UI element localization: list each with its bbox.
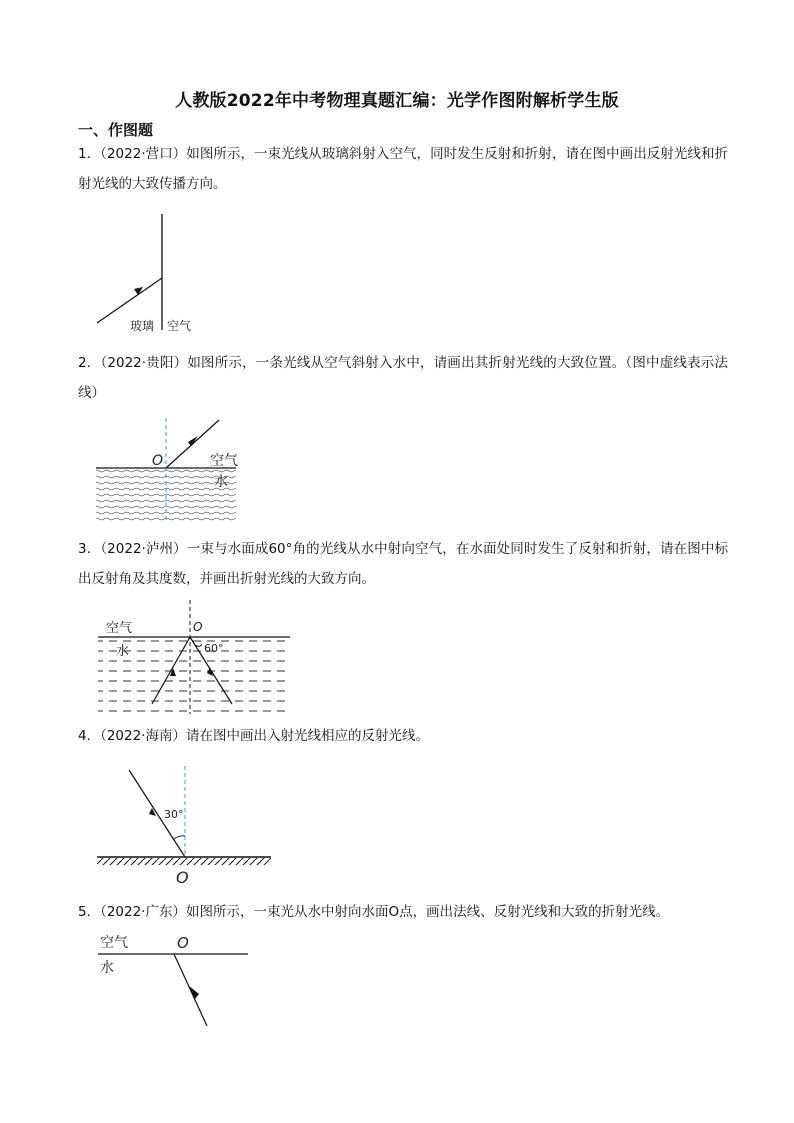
figure-2 <box>94 414 254 526</box>
label-water: 水 <box>214 474 228 490</box>
label-water: 水 <box>100 960 114 976</box>
label-o: O <box>193 620 203 634</box>
incident-arrow-icon <box>149 808 156 816</box>
label-glass: 玻璃 <box>130 319 155 333</box>
incident-ray <box>97 278 162 323</box>
question-1-text: 1．（2022·营口）如图所示，一束光线从玻璃斜射入空气，同时发生反射和折射，请在图中画出反射光线和折射光线的大致传播方向。 <box>78 146 728 192</box>
section-heading: 一、作图题 <box>78 121 154 139</box>
figure-5 <box>94 930 254 1030</box>
label-angle: 30° <box>164 808 184 821</box>
angle-arc <box>174 836 185 839</box>
question-5-text: 5．（2022·广东）如图所示，一束光从水中射向水面O点，画出法线、反射光线和大致的折射光线。 <box>78 904 670 920</box>
mirror-hatch <box>97 858 271 865</box>
label-o: O <box>176 868 189 887</box>
label-air: 空气 <box>106 621 133 636</box>
label-air: 空气 <box>167 319 192 333</box>
label-water: 水 <box>116 644 130 659</box>
label-air: 空气 <box>100 935 128 951</box>
figure-4 <box>94 762 279 888</box>
question-4-text: 4．（2022·海南）请在图中画出入射光线相应的反射光线。 <box>78 728 429 744</box>
figure-3 <box>94 596 294 718</box>
label-air: 空气 <box>210 453 238 469</box>
label-o: O <box>177 934 189 952</box>
page-title: 人教版2022年中考物理真题汇编：光学作图附解析学生版 <box>175 91 619 111</box>
label-o: O <box>152 453 164 469</box>
incident-arrow-icon <box>134 287 143 295</box>
question-2-text: 2．（2022·贵阳）如图所示，一条光线从空气斜射入水中，请画出其折射光线的大致位置。（图中虚线表示法线） <box>78 355 728 401</box>
incident-ray <box>174 954 207 1026</box>
label-angle: 60° <box>204 642 224 655</box>
question-3-text: 3．（2022·泸州）一束与水面成60°角的光线从水中射向空气，在水面处同时发生了反射和折射，请在图中标出反射角及其度数，并画出折射光线的大致方向。 <box>78 541 728 587</box>
figure-1 <box>90 210 220 340</box>
